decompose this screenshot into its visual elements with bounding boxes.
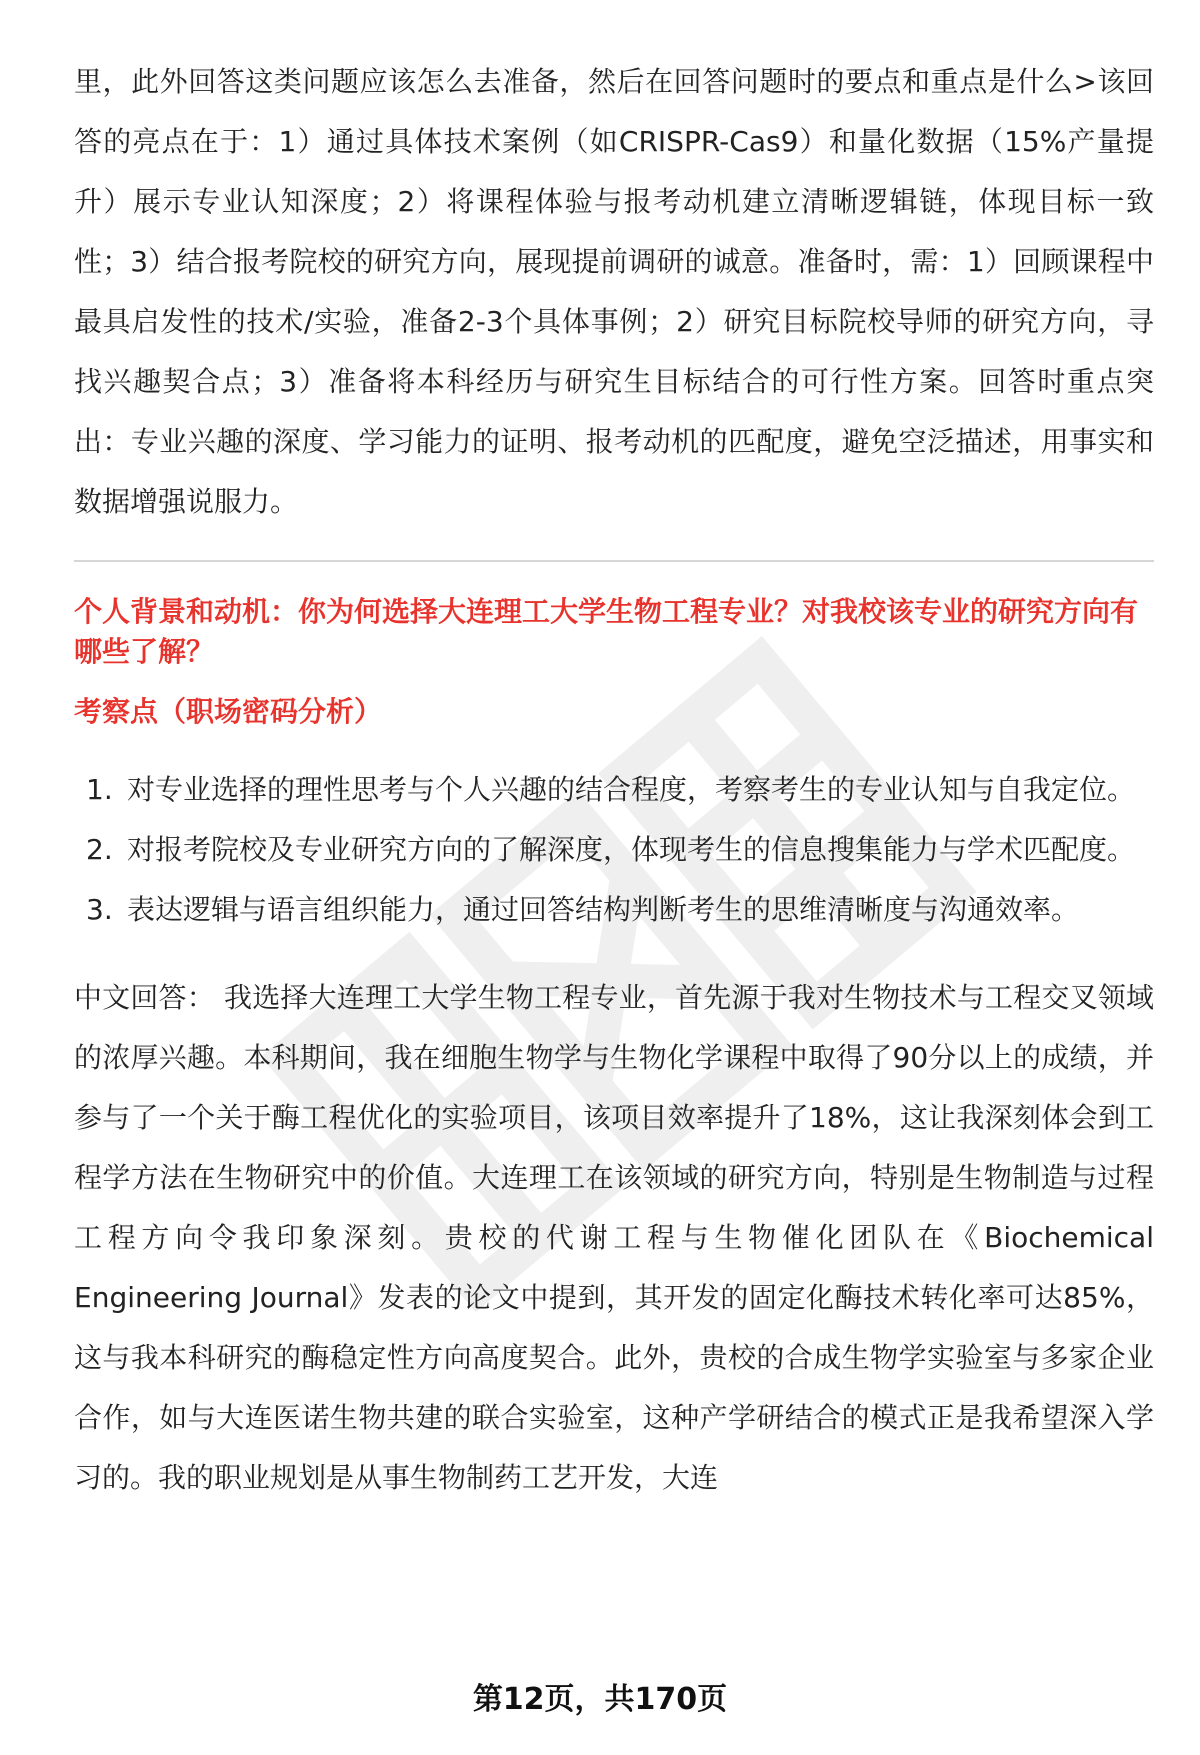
list-item-number: 1.: [86, 773, 113, 806]
list-item: [74, 820, 1154, 880]
list-item-text: 对报考院校及专业研究方向的了解深度，体现考生的信息搜集能力与学术匹配度。: [127, 833, 1136, 866]
list-item-number: 3.: [86, 893, 113, 926]
assessment-points-list: [74, 760, 1154, 940]
list-item-text: 表达逻辑与语言组织能力，通过回答结构判断考生的思维清晰度与沟通效率。: [127, 893, 1080, 926]
assessment-subheading: 考察点（职场密码分析）: [74, 695, 383, 728]
page-number-footer: 第12页，共170页: [472, 1682, 728, 1717]
intro-paragraph: 里，此外回答这类问题应该怎么去准备，然后在回答问题时的要点和重点是什么>该回答的亮点在于：1）通过具体技术案例（如CRISPR-Cas9）和量化数据（15%产量提升）展示专业认知深度；2）将课程体验与报考动机建立清晰逻辑链，体现目标一致性；3）结合报考院校的研究方向，展现提前调研的诚意。准备时，需：1）回顾课程中最具启发性的技术/实验，准备2-3个具体事例；2）研究目标院校导师的研究方向，寻找兴趣契合点；3）准备将本科经历与研究生目标结合的可行性方案。回答时重点突出：专业兴趣的深度、学习能力的证明、报考动机的匹配度，避免空泛描述，用事实和数据增强说服力。: [74, 65, 1154, 518]
list-item: [74, 880, 1154, 940]
answer-label: 中文回答：: [74, 981, 215, 1014]
list-item: [74, 760, 1154, 820]
question-title: 个人背景和动机：你为何选择大连理工大学生物工程专业？对我校该专业的研究方向有哪些了解？: [74, 595, 1139, 668]
list-item-text: 对专业选择的理性思考与个人兴趣的结合程度，考察考生的专业认知与自我定位。: [127, 773, 1136, 806]
answer-paragraph: [74, 968, 1154, 1508]
section-divider: [74, 560, 1154, 562]
list-item-number: 2.: [86, 833, 113, 866]
content-area: [74, 52, 1154, 1508]
answer-text: 我选择大连理工大学生物工程专业，首先源于我对生物技术与工程交叉领域的浓厚兴趣。本科期间，我在细胞生物学与生物化学课程中取得了90分以上的成绩，并参与了一个关于酶工程优化的实验项目，该项目效率提升了18%，这让我深刻体会到工程学方法在生物研究中的价值。大连理工在该领域的研究方向，特别是生物制造与过程工程方向令我印象深刻。贵校的代谢工程与生物催化团队在《Biochemical Engineering Journal》发表的论文中提到，其开发的固定化酶技术转化率可达85%，这与我本科研究的酶稳定性方向高度契合。此外，贵校的合成生物学实验室与多家企业合作，如与大连医诺生物共建的联合实验室，这种产学研结合的模式正是我希望深入学习的。我的职业规划是从事生物制药工艺开发，大连: [74, 981, 1154, 1494]
